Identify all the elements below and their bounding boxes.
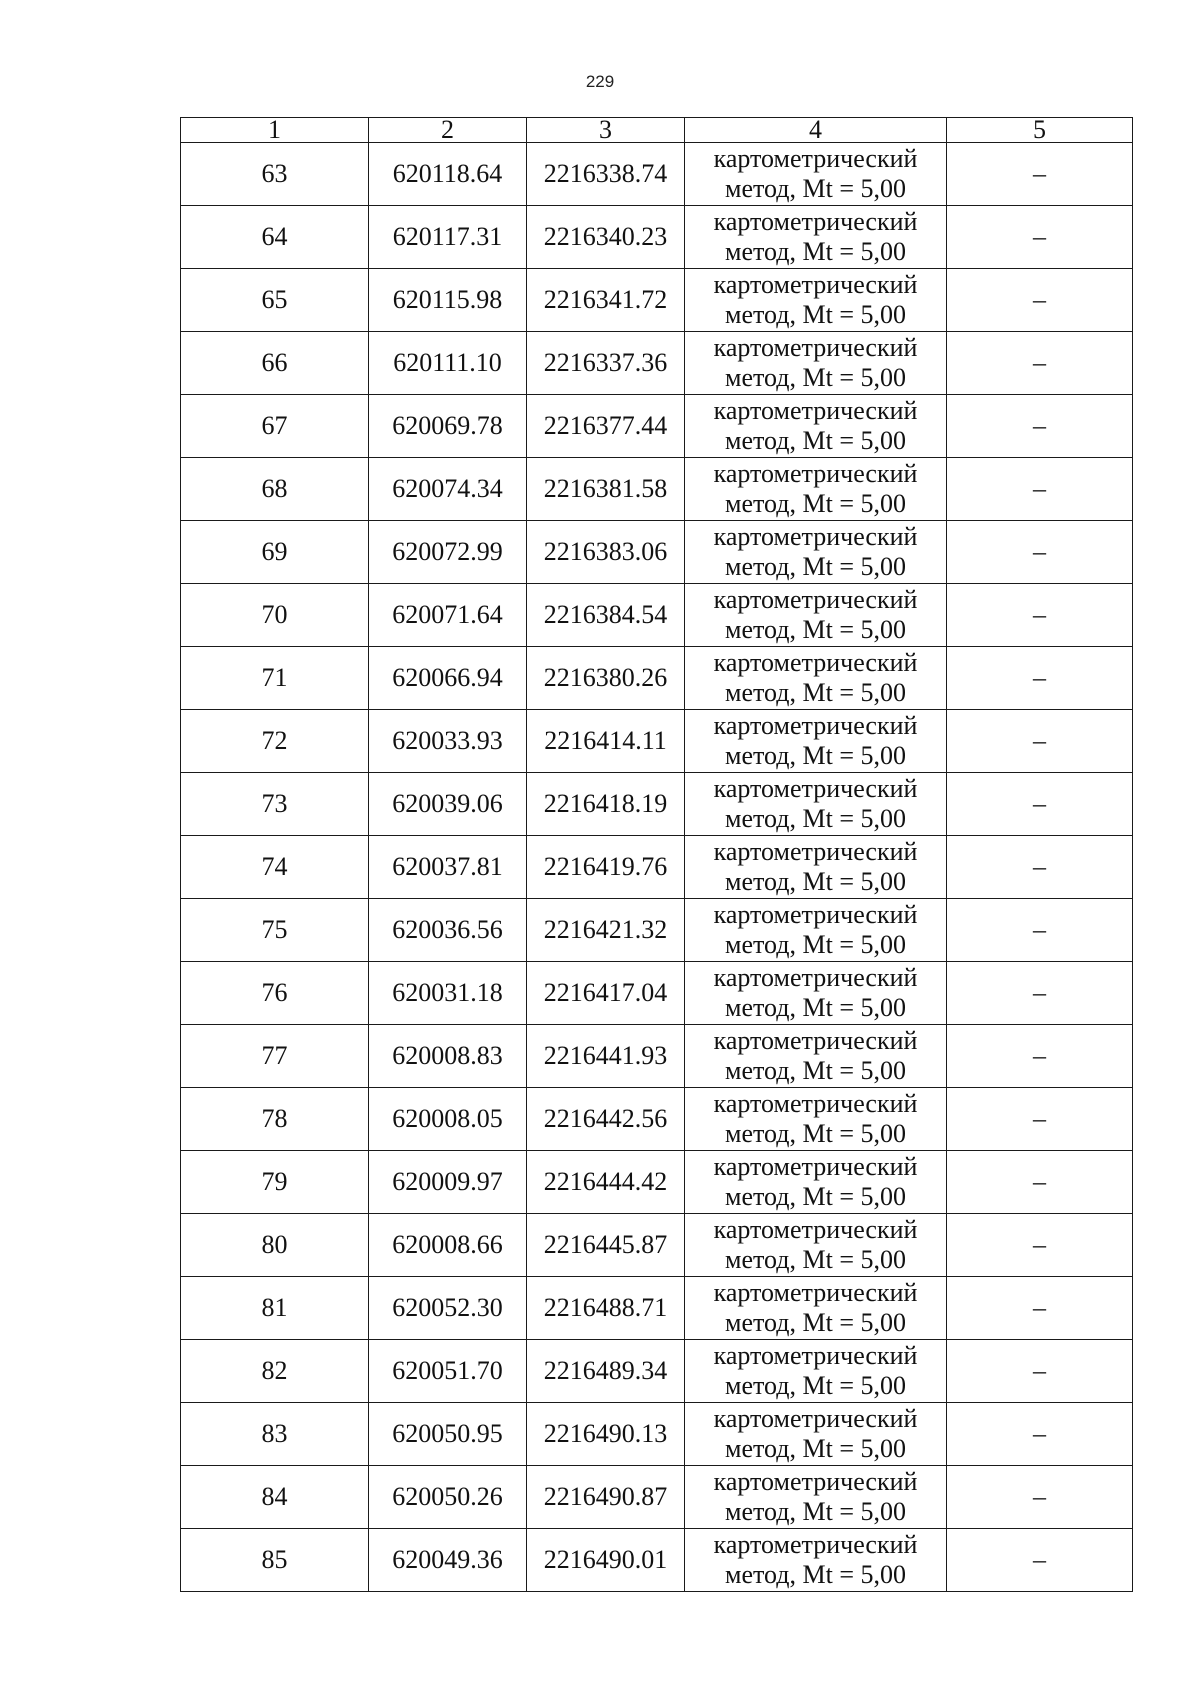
note-cell: –: [947, 1529, 1133, 1592]
point-number-cell: 65: [181, 269, 369, 332]
point-number-cell: 73: [181, 773, 369, 836]
y-coordinate-cell: 2216417.04: [527, 962, 685, 1025]
method-line-2: метод, Mt = 5,00: [725, 426, 906, 455]
method-line-1: картометрический: [713, 270, 918, 299]
page-number: 229: [585, 72, 615, 91]
point-number-cell: 68: [181, 458, 369, 521]
table-row: [181, 332, 1133, 395]
y-coordinate-cell: 2216380.26: [527, 647, 685, 710]
note-cell: –: [947, 1025, 1133, 1088]
method-cell: [685, 143, 947, 206]
table-row: [181, 206, 1133, 269]
table-row: [181, 1340, 1133, 1403]
method-line-2: метод, Mt = 5,00: [725, 867, 906, 896]
x-coordinate-cell: 620071.64: [369, 584, 527, 647]
y-coordinate-cell: 2216488.71: [527, 1277, 685, 1340]
method-line-2: метод, Mt = 5,00: [725, 174, 906, 203]
table-row: [181, 584, 1133, 647]
y-coordinate-cell: 2216381.58: [527, 458, 685, 521]
table-row: [181, 1277, 1133, 1340]
coordinates-table: [180, 117, 1133, 1592]
x-coordinate-cell: 620039.06: [369, 773, 527, 836]
table-row: [181, 647, 1133, 710]
note-cell: –: [947, 962, 1133, 1025]
point-number-cell: 63: [181, 143, 369, 206]
method-line-1: картометрический: [713, 774, 918, 803]
method-line-1: картометрический: [713, 1467, 918, 1496]
method-cell: [685, 647, 947, 710]
method-line-2: метод, Mt = 5,00: [725, 993, 906, 1022]
method-line-1: картометрический: [713, 522, 918, 551]
method-line-2: метод, Mt = 5,00: [725, 1371, 906, 1400]
method-line-1: картометрический: [713, 963, 918, 992]
table-body: [181, 143, 1133, 1592]
method-line-2: метод, Mt = 5,00: [725, 1434, 906, 1463]
method-line-1: картометрический: [713, 1341, 918, 1370]
table-row: [181, 269, 1133, 332]
point-number-cell: 72: [181, 710, 369, 773]
column-header-1: 1: [181, 118, 369, 143]
method-line-1: картометрический: [713, 1215, 918, 1244]
x-coordinate-cell: 620111.10: [369, 332, 527, 395]
x-coordinate-cell: 620033.93: [369, 710, 527, 773]
x-coordinate-cell: 620069.78: [369, 395, 527, 458]
method-line-2: метод, Mt = 5,00: [725, 804, 906, 833]
table-row: [181, 962, 1133, 1025]
point-number-cell: 79: [181, 1151, 369, 1214]
x-coordinate-cell: 620037.81: [369, 836, 527, 899]
point-number-cell: 78: [181, 1088, 369, 1151]
method-line-2: метод, Mt = 5,00: [725, 363, 906, 392]
table-row: [181, 773, 1133, 836]
method-cell: [685, 584, 947, 647]
method-line-1: картометрический: [713, 711, 918, 740]
x-coordinate-cell: 620008.66: [369, 1214, 527, 1277]
note-cell: –: [947, 710, 1133, 773]
point-number-cell: 85: [181, 1529, 369, 1592]
point-number-cell: 69: [181, 521, 369, 584]
table-row: [181, 710, 1133, 773]
method-line-2: метод, Mt = 5,00: [725, 1497, 906, 1526]
method-line-1: картометрический: [713, 1089, 918, 1118]
method-cell: [685, 1466, 947, 1529]
note-cell: –: [947, 143, 1133, 206]
y-coordinate-cell: 2216340.23: [527, 206, 685, 269]
y-coordinate-cell: 2216490.87: [527, 1466, 685, 1529]
x-coordinate-cell: 620008.05: [369, 1088, 527, 1151]
note-cell: –: [947, 1088, 1133, 1151]
y-coordinate-cell: 2216490.01: [527, 1529, 685, 1592]
method-cell: [685, 1277, 947, 1340]
method-line-1: картометрический: [713, 837, 918, 866]
note-cell: –: [947, 773, 1133, 836]
note-cell: –: [947, 584, 1133, 647]
method-line-1: картометрический: [713, 900, 918, 929]
table-row: [181, 899, 1133, 962]
method-line-2: метод, Mt = 5,00: [725, 678, 906, 707]
method-cell: [685, 395, 947, 458]
note-cell: –: [947, 332, 1133, 395]
point-number-cell: 75: [181, 899, 369, 962]
note-cell: –: [947, 836, 1133, 899]
table-row: [181, 521, 1133, 584]
method-line-1: картометрический: [713, 1530, 918, 1559]
x-coordinate-cell: 620074.34: [369, 458, 527, 521]
method-line-1: картометрический: [713, 207, 918, 236]
y-coordinate-cell: 2216418.19: [527, 773, 685, 836]
method-line-1: картометрический: [713, 585, 918, 614]
table-row: [181, 1088, 1133, 1151]
method-line-2: метод, Mt = 5,00: [725, 300, 906, 329]
method-cell: [685, 836, 947, 899]
table-row: [181, 143, 1133, 206]
method-line-1: картометрический: [713, 648, 918, 677]
method-line-2: метод, Mt = 5,00: [725, 1119, 906, 1148]
note-cell: –: [947, 1340, 1133, 1403]
note-cell: –: [947, 1214, 1133, 1277]
y-coordinate-cell: 2216341.72: [527, 269, 685, 332]
x-coordinate-cell: 620118.64: [369, 143, 527, 206]
method-cell: [685, 521, 947, 584]
method-cell: [685, 1214, 947, 1277]
method-line-2: метод, Mt = 5,00: [725, 237, 906, 266]
method-cell: [685, 899, 947, 962]
x-coordinate-cell: 620072.99: [369, 521, 527, 584]
column-header-3: 3: [527, 118, 685, 143]
method-line-1: картометрический: [713, 396, 918, 425]
y-coordinate-cell: 2216444.42: [527, 1151, 685, 1214]
y-coordinate-cell: 2216442.56: [527, 1088, 685, 1151]
point-number-cell: 70: [181, 584, 369, 647]
method-line-2: метод, Mt = 5,00: [725, 1245, 906, 1274]
y-coordinate-cell: 2216337.36: [527, 332, 685, 395]
point-number-cell: 81: [181, 1277, 369, 1340]
method-cell: [685, 962, 947, 1025]
y-coordinate-cell: 2216441.93: [527, 1025, 685, 1088]
x-coordinate-cell: 620052.30: [369, 1277, 527, 1340]
method-cell: [685, 710, 947, 773]
method-line-2: метод, Mt = 5,00: [725, 930, 906, 959]
method-line-2: метод, Mt = 5,00: [725, 615, 906, 644]
x-coordinate-cell: 620066.94: [369, 647, 527, 710]
x-coordinate-cell: 620031.18: [369, 962, 527, 1025]
column-header-5: 5: [947, 118, 1133, 143]
point-number-cell: 71: [181, 647, 369, 710]
note-cell: –: [947, 458, 1133, 521]
x-coordinate-cell: 620009.97: [369, 1151, 527, 1214]
table-row: [181, 836, 1133, 899]
method-line-1: картометрический: [713, 333, 918, 362]
point-number-cell: 84: [181, 1466, 369, 1529]
table-header: [181, 115, 1133, 144]
method-cell: [685, 1088, 947, 1151]
method-cell: [685, 1403, 947, 1466]
point-number-cell: 64: [181, 206, 369, 269]
point-number-cell: 83: [181, 1403, 369, 1466]
table-row: [181, 395, 1133, 458]
method-cell: [685, 1151, 947, 1214]
y-coordinate-cell: 2216489.34: [527, 1340, 685, 1403]
method-line-2: метод, Mt = 5,00: [725, 1182, 906, 1211]
y-coordinate-cell: 2216383.06: [527, 521, 685, 584]
y-coordinate-cell: 2216490.13: [527, 1403, 685, 1466]
note-cell: –: [947, 1151, 1133, 1214]
x-coordinate-cell: 620051.70: [369, 1340, 527, 1403]
point-number-cell: 82: [181, 1340, 369, 1403]
note-cell: –: [947, 899, 1133, 962]
note-cell: –: [947, 269, 1133, 332]
point-number-cell: 74: [181, 836, 369, 899]
method-cell: [685, 206, 947, 269]
method-cell: [685, 1340, 947, 1403]
method-line-1: картометрический: [713, 459, 918, 488]
method-line-1: картометрический: [713, 1026, 918, 1055]
table-row: [181, 1466, 1133, 1529]
method-line-1: картометрический: [713, 1152, 918, 1181]
y-coordinate-cell: 2216384.54: [527, 584, 685, 647]
column-header-4: 4: [685, 118, 947, 143]
method-cell: [685, 773, 947, 836]
x-coordinate-cell: 620008.83: [369, 1025, 527, 1088]
note-cell: –: [947, 1403, 1133, 1466]
table-row: [181, 1214, 1133, 1277]
table-row: [181, 1403, 1133, 1466]
method-line-2: метод, Mt = 5,00: [725, 552, 906, 581]
method-cell: [685, 458, 947, 521]
x-coordinate-cell: 620050.95: [369, 1403, 527, 1466]
note-cell: –: [947, 521, 1133, 584]
x-coordinate-cell: 620050.26: [369, 1466, 527, 1529]
x-coordinate-cell: 620115.98: [369, 269, 527, 332]
y-coordinate-cell: 2216445.87: [527, 1214, 685, 1277]
method-line-2: метод, Mt = 5,00: [725, 489, 906, 518]
table-row: [181, 1025, 1133, 1088]
table-row: [181, 1529, 1133, 1592]
method-line-1: картометрический: [713, 1278, 918, 1307]
table-row: [181, 1151, 1133, 1214]
x-coordinate-cell: 620049.36: [369, 1529, 527, 1592]
header-row: [181, 118, 1133, 143]
method-line-2: метод, Mt = 5,00: [725, 741, 906, 770]
table-row: [181, 458, 1133, 521]
column-header-2: 2: [369, 118, 527, 143]
method-cell: [685, 332, 947, 395]
point-number-cell: 67: [181, 395, 369, 458]
point-number-cell: 66: [181, 332, 369, 395]
y-coordinate-cell: 2216377.44: [527, 395, 685, 458]
note-cell: –: [947, 206, 1133, 269]
y-coordinate-cell: 2216419.76: [527, 836, 685, 899]
point-number-cell: 80: [181, 1214, 369, 1277]
method-cell: [685, 269, 947, 332]
method-cell: [685, 1025, 947, 1088]
y-coordinate-cell: 2216338.74: [527, 143, 685, 206]
note-cell: –: [947, 1466, 1133, 1529]
x-coordinate-cell: 620117.31: [369, 206, 527, 269]
method-line-1: картометрический: [713, 144, 918, 173]
note-cell: –: [947, 395, 1133, 458]
method-line-2: метод, Mt = 5,00: [725, 1560, 906, 1589]
x-coordinate-cell: 620036.56: [369, 899, 527, 962]
note-cell: –: [947, 1277, 1133, 1340]
y-coordinate-cell: 2216421.32: [527, 899, 685, 962]
note-cell: –: [947, 647, 1133, 710]
method-cell: [685, 1529, 947, 1592]
method-line-2: метод, Mt = 5,00: [725, 1056, 906, 1085]
method-line-2: метод, Mt = 5,00: [725, 1308, 906, 1337]
point-number-cell: 77: [181, 1025, 369, 1088]
method-line-1: картометрический: [713, 1404, 918, 1433]
y-coordinate-cell: 2216414.11: [527, 710, 685, 773]
point-number-cell: 76: [181, 962, 369, 1025]
